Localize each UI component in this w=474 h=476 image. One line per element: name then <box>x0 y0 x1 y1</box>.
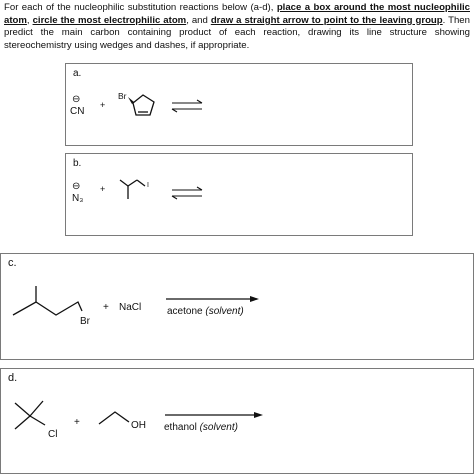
reaction-d-panel[interactable] <box>0 368 474 474</box>
reaction-b-panel[interactable] <box>65 153 413 236</box>
instruction-circle-electrophile: circle the most electrophilic atom <box>32 14 187 26</box>
reaction-b-label: b. <box>73 158 82 169</box>
hydroxyl-label: OH <box>131 420 146 431</box>
instructions-text <box>4 2 470 52</box>
ethanol-skeleton <box>99 412 129 424</box>
reaction-c-label: c. <box>8 257 17 269</box>
equilibrium-arrows <box>172 187 202 199</box>
instructions-outro: . Then predict the main carbon containing product of each reaction, drawing its line structure showing stereochemistry using wedges and dashes, if appropriate. <box>4 14 470 51</box>
reaction-conditions <box>167 306 244 317</box>
arrow-head <box>250 296 259 302</box>
chloro-label: Cl <box>48 429 58 440</box>
instructions-separator: , and <box>186 14 211 26</box>
sodium-chloride-reagent: NaCl <box>119 302 142 313</box>
solvent-name: ethanol <box>164 422 200 433</box>
iodo-label: I <box>147 182 149 189</box>
bromo-label: Br <box>118 91 127 101</box>
reaction-a-scheme <box>66 64 412 145</box>
arrow-head <box>254 412 263 418</box>
tert-butyl-chloride-skeleton <box>15 401 45 429</box>
solvent-note: (solvent) <box>205 306 244 317</box>
reaction-d-scheme <box>1 369 473 473</box>
instruction-box-nucleophile: place a box around the most nucleophilic atom <box>4 2 470 26</box>
cyanide-nucleophile: CN <box>70 106 85 117</box>
cyanide-charge: ⊖ <box>72 94 81 105</box>
bromo-label: Br <box>80 316 90 327</box>
plus-sign: + <box>100 184 106 194</box>
reaction-c-scheme <box>1 254 473 359</box>
cyclopentene-ring <box>133 95 154 115</box>
reaction-b-scheme <box>66 154 412 235</box>
solvent-note: (solvent) <box>199 422 238 433</box>
equilibrium-arrows <box>172 100 202 112</box>
plus-sign: + <box>100 100 106 110</box>
plus-sign: + <box>74 417 80 428</box>
reaction-a-label: a. <box>73 68 82 79</box>
azide-nucleophile: N₃ <box>72 193 84 204</box>
reaction-conditions <box>164 422 238 433</box>
reaction-a-panel[interactable] <box>65 63 413 146</box>
alkyl-iodide-skeleton <box>120 180 145 199</box>
alkyl-bromide-skeleton <box>13 286 82 315</box>
plus-sign: + <box>103 302 109 313</box>
reaction-c-panel[interactable] <box>0 253 474 360</box>
instructions-intro: For each of the nucleophilic substitution reactions below (a-d), <box>4 2 277 13</box>
reaction-d-label: d. <box>8 372 18 384</box>
instruction-arrow-leaving-group: draw a straight arrow to point to the leaving group <box>210 14 443 26</box>
instructions-separator: , <box>26 14 33 26</box>
azide-charge: ⊖ <box>72 181 81 192</box>
solvent-name: acetone <box>167 306 206 317</box>
